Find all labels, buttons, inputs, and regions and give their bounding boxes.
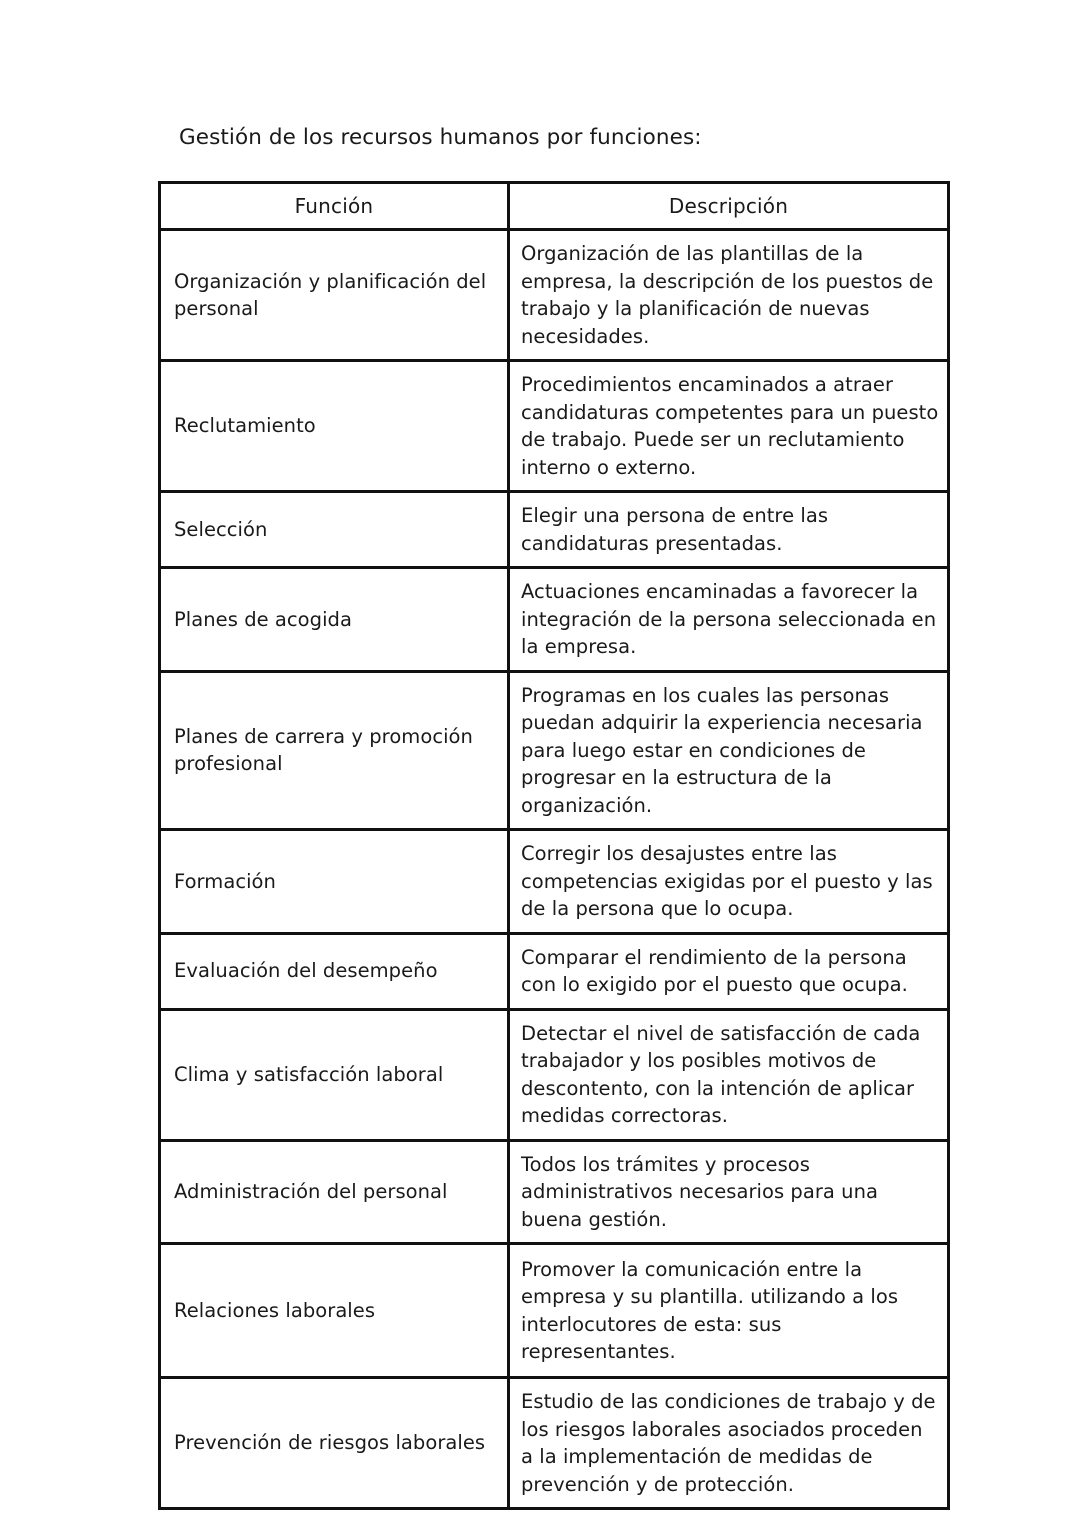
funcion-text: Clima y satisfacción laboral	[174, 1062, 444, 1086]
funcion-text: Evaluación del desempeño	[174, 959, 438, 983]
cell-descripcion	[509, 230, 949, 361]
table-row	[160, 492, 949, 568]
funcion-text: Organización y planificación del personal	[174, 269, 487, 320]
funcion-text: Prevención de riesgos laborales	[174, 1431, 486, 1455]
cell-funcion	[160, 671, 509, 830]
funcion-text: Planes de carrera y promoción profesional	[174, 724, 473, 776]
table-row	[160, 671, 949, 830]
funcion-text: Selección	[174, 517, 268, 541]
table-header-row	[160, 183, 949, 230]
funcion-text: Reclutamiento	[174, 414, 316, 438]
cell-descripcion	[509, 492, 949, 568]
column-header-descripcion: Descripción	[509, 183, 949, 230]
funcion-text: Planes de acogida	[174, 607, 352, 631]
table-row	[160, 1378, 949, 1509]
table-row	[160, 568, 949, 672]
cell-funcion	[160, 1244, 509, 1378]
funcion-text: Administración del personal	[174, 1180, 448, 1203]
descripcion-text: Actuaciones encaminadas a favorecer la integración de la persona seleccionada en la empresa.	[521, 580, 937, 658]
cell-funcion	[160, 1009, 509, 1140]
descripcion-text: Programas en los cuales las personas puedan adquirir la experiencia necesaria para luego estar en condiciones de progresar en la estructura de la organización.	[521, 683, 923, 817]
table-row	[160, 1140, 949, 1244]
table-header	[160, 183, 949, 230]
cell-funcion	[160, 830, 509, 934]
cell-funcion	[160, 1378, 509, 1509]
table-body	[160, 230, 949, 1509]
funcion-text: Relaciones laborales	[174, 1298, 376, 1322]
cell-descripcion	[509, 1140, 949, 1244]
cell-funcion	[160, 230, 509, 361]
table-row	[160, 1244, 949, 1378]
funcion-text: Formación	[174, 869, 276, 893]
descripcion-text: Todos los trámites y procesos administrativos necesarios para una buena gestión.	[521, 1152, 878, 1231]
cell-descripcion	[509, 671, 949, 830]
hr-functions-table	[158, 181, 950, 1510]
page-title: Gestión de los recursos humanos por funciones:	[179, 125, 702, 150]
cell-funcion	[160, 568, 509, 672]
descripcion-text: Detectar el nivel de satisfacción de cada trabajador y los posibles motivos de descontento, con la intención de aplicar medidas correctoras.	[521, 1021, 921, 1127]
cell-descripcion	[509, 1244, 949, 1378]
cell-descripcion	[509, 933, 949, 1009]
cell-funcion	[160, 492, 509, 568]
table-row	[160, 230, 949, 361]
descripcion-text: Procedimientos encaminados a atraer candidaturas competentes para un puesto de trabajo. Puede ser un reclutamiento interno o externo.	[521, 373, 939, 479]
descripcion-text: Organización de las plantillas de la empresa, la descripción de los puestos de trabajo y la planificación de nuevas necesidades.	[521, 242, 934, 348]
cell-descripcion	[509, 1009, 949, 1140]
descripcion-text: Promover la comunicación entre la empresa y su plantilla. utilizando a los interlocutores de esta: sus representantes.	[521, 1257, 899, 1363]
cell-descripcion	[509, 568, 949, 672]
descripcion-text: Estudio de las condiciones de trabajo y de los riesgos laborales asociados proceden a la implementación de medidas de prevención y de protección.	[521, 1390, 936, 1496]
table-row	[160, 361, 949, 492]
cell-funcion	[160, 933, 509, 1009]
cell-funcion	[160, 361, 509, 492]
column-header-funcion: Función	[160, 183, 509, 230]
descripcion-text: Corregir los desajustes entre las competencias exigidas por el puesto y las de la persona que lo ocupa.	[521, 842, 933, 920]
cell-descripcion	[509, 361, 949, 492]
cell-funcion	[160, 1140, 509, 1244]
cell-descripcion	[509, 1378, 949, 1509]
descripcion-text: Elegir una persona de entre las candidaturas presentadas.	[521, 504, 829, 555]
cell-descripcion	[509, 830, 949, 934]
table-row	[160, 933, 949, 1009]
table-row	[160, 1009, 949, 1140]
descripcion-text: Comparar el rendimiento de la persona con lo exigido por el puesto que ocupa.	[521, 945, 908, 996]
table-row	[160, 830, 949, 934]
